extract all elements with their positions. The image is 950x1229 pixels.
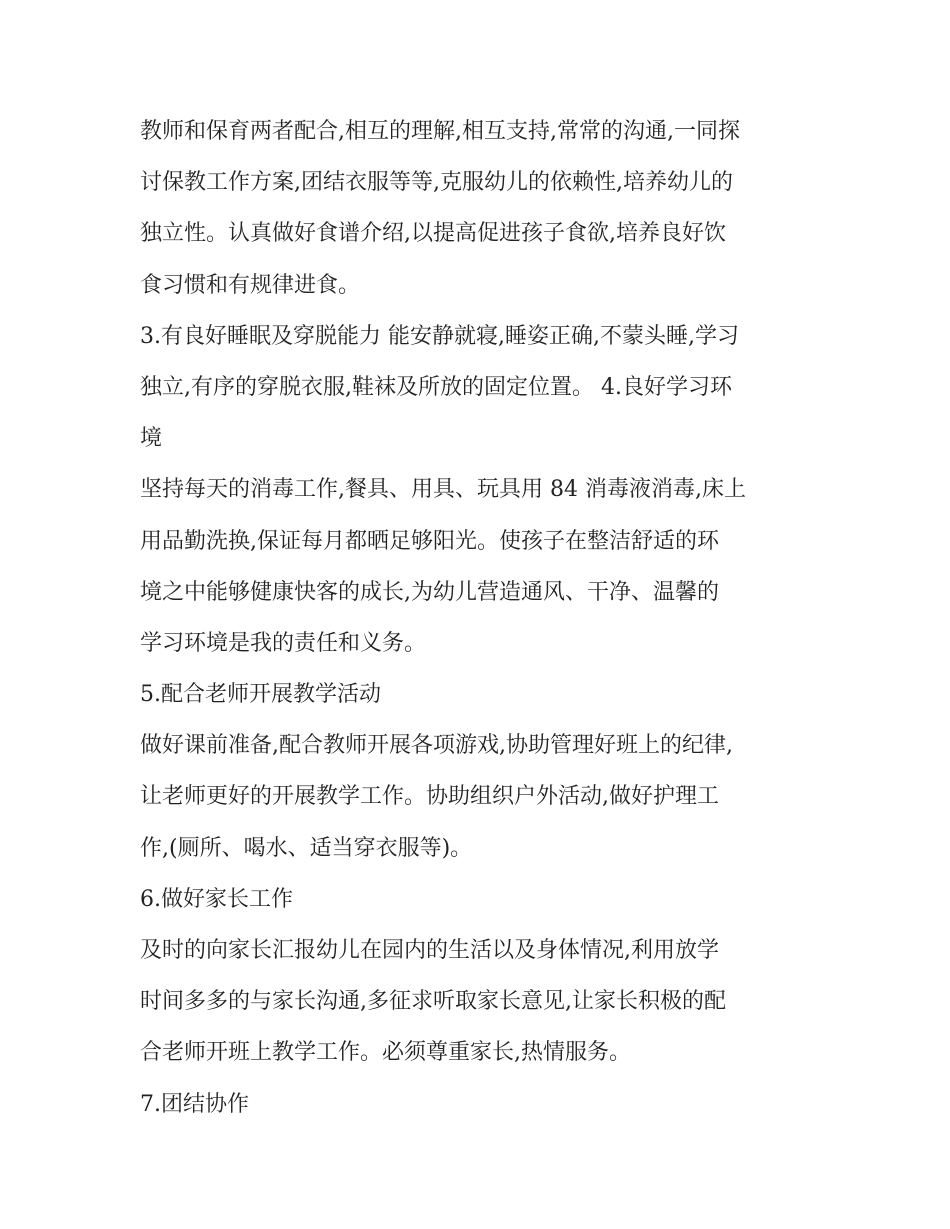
text-line-2: 讨保教工作方案,团结衣服等等,克服幼儿的依赖性,培养幼儿的 [140, 170, 733, 196]
text-line-3: 独立性。认真做好食谱介绍,以提高促进孩子食欲,培养良好饮 [140, 221, 726, 247]
document-body [140, 106, 820, 1130]
text-line-13: 做好课前准备,配合教师开展各项游戏,协助管理好班上的纪律, [140, 733, 733, 759]
text-line-7: 境 [140, 426, 163, 452]
text-line-6: 独立,有序的穿脱衣服,鞋袜及所放的固定位置。 4.良好学习环 [140, 374, 732, 400]
text-line-14: 让老师更好的开展教学工作。协助组织户外活动,做好护理工 [140, 784, 719, 810]
text-line-17: 及时的向家长汇报幼儿在园内的生活以及身体情况,利用放学 [140, 938, 719, 963]
section-5-heading: 5.配合老师开展教学活动 [140, 682, 381, 708]
section-6-heading: 6.做好家长工作 [140, 886, 293, 912]
text-line-9: 用品勤洗换,保证每月都晒足够阳光。使孩子在整洁舒适的环 [140, 528, 719, 554]
text-line-19: 合老师开班上教学工作。必须尊重家长,热情服务。 [140, 1040, 631, 1066]
text-line-15: 作,(厕所、喝水、适当穿衣服等)。 [140, 835, 473, 861]
section-3-heading-line: 3.有良好睡眠及穿脱能力 能安静就寝,睡姿正确,不蒙头睡,学习 [140, 323, 739, 349]
text-line-10: 境之中能够健康快客的成长,为幼儿营造通风、干净、温馨的 [140, 579, 719, 605]
text-line-8: 坚持每天的消毒工作,餐具、用具、玩具用 84 消毒液消毒,床上 [140, 477, 746, 503]
text-line-18: 时间多多的与家长沟通,多征求听取家长意见,让家长积极的配 [140, 989, 726, 1015]
text-line-4: 食习惯和有规律进食。 [140, 272, 361, 298]
text-line-1: 教师和保育两者配合,相互的理解,相互支持,常常的沟通,一同探 [140, 119, 740, 144]
text-line-11: 学习环境是我的责任和义务。 [140, 630, 427, 656]
section-7-heading: 7.团结协作 [140, 1091, 249, 1117]
